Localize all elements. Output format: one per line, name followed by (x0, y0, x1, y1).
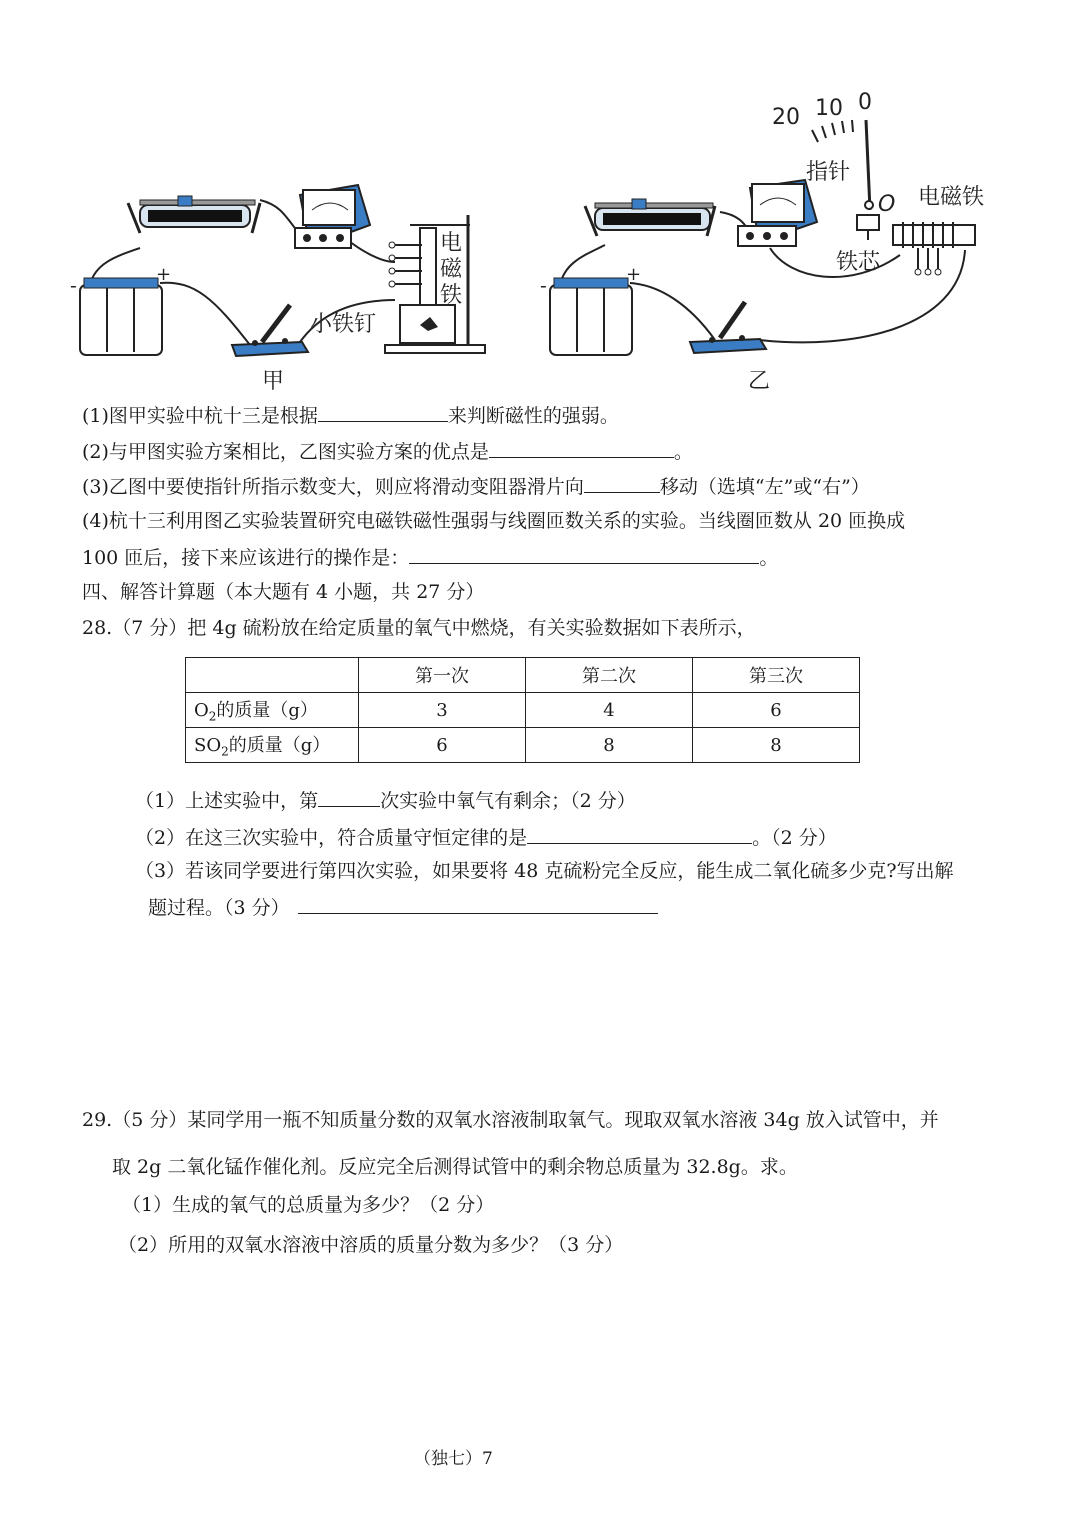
q27-part4-blank[interactable] (409, 545, 759, 564)
table-cell: 4 (526, 693, 693, 728)
table-cell: 6 (693, 693, 860, 728)
annotation-core: 铁芯 (836, 250, 881, 275)
circuit-figures (0, 80, 1080, 390)
svg-text:+: + (626, 264, 642, 285)
table-row (186, 728, 860, 763)
page-footer: （独七）7 (414, 1449, 493, 1469)
q27-part2: (2)与甲图实验方案相比，乙图实验方案的优点是 。 (82, 441, 693, 463)
q28-data-table (185, 657, 860, 763)
q28-part3-line2: 题过程。（3 分） (148, 895, 658, 920)
scale-label-10: 10 (815, 96, 843, 121)
table-header-row (186, 658, 860, 693)
electromagnet-stand-jia (385, 215, 485, 353)
switch-jia (232, 305, 308, 356)
table-cell: 6 (359, 728, 526, 763)
q28-part1: （1）上述实验中，第 次实验中氧气有剩余；（2 分） (135, 790, 636, 812)
q27-part3: (3)乙图中要使指针所指示数变大，则应将滑动变阻器滑片向 移动（选填“左”或“右”） (82, 476, 870, 498)
switch-yi (690, 302, 766, 353)
table-header-cell: 第三次 (693, 658, 860, 693)
figure-yi-label: 乙 (748, 369, 771, 394)
scale-label-20: 20 (772, 105, 800, 130)
q28-part2-blank[interactable] (527, 825, 752, 844)
table-header-cell: 第一次 (359, 658, 526, 693)
q27-part1: (1)图甲实验中杭十三是根据 来判断磁性的强弱。 (82, 405, 619, 427)
q28-part2: （2）在这三次实验中，符合质量守恒定律的是 。（2 分） (135, 827, 837, 849)
q27-part2-blank[interactable] (489, 439, 674, 458)
rheostat-jia (128, 196, 260, 233)
annotation-em-char1: 电 (440, 231, 463, 256)
q28-part3-blank[interactable] (298, 895, 658, 914)
figure-jia-circuit (70, 185, 485, 356)
q27-part4-line1: (4)杭十三利用图乙实验装置研究电磁铁磁性强弱与线圈匝数关系的实验。当线圈匝数从 20 匝换成 (82, 510, 906, 532)
q27-part4-line2: 100 匝后，接下来应该进行的操作是： 。 (82, 547, 779, 569)
q27-part1-blank[interactable] (318, 403, 448, 422)
q28-part3-line1: （3）若该同学要进行第四次实验，如果要将 48 克硫粉完全反应，能生成二氧化硫多少克?写出解 (135, 860, 954, 882)
annotation-pointer: 指针 (806, 160, 851, 185)
table-header-cell (186, 658, 359, 693)
q29-part2: （2）所用的双氧水溶液中溶质的质量分数为多少？（3 分） (118, 1234, 624, 1256)
table-header-cell: 第二次 (526, 658, 693, 693)
section4-heading: 四、解答计算题（本大题有 4 小题，共 27 分） (82, 581, 485, 603)
figure-yi-circuit (540, 120, 975, 355)
q29-intro-line1: 29.（5 分）某同学用一瓶不知质量分数的双氧水溶液制取氧气。现取双氧水溶液 34g 放入试管中，并 (82, 1109, 939, 1131)
battery-jia (80, 278, 162, 355)
svg-text:-: - (70, 273, 77, 297)
scale-label-0: 0 (858, 90, 872, 115)
figure-jia-label: 甲 (262, 369, 285, 394)
table-row-label: $O_2$的质量（g） (186, 693, 359, 728)
svg-text:-: - (540, 273, 547, 297)
svg-text:+: + (156, 264, 172, 285)
table-cell: 3 (359, 693, 526, 728)
annotation-em-char3: 铁 (440, 283, 463, 308)
q28-intro: 28.（7 分）把 4g 硫粉放在给定质量的氧气中燃烧，有关实验数据如下表所示， (82, 617, 756, 639)
battery-yi (550, 278, 632, 355)
q29-part1: （1）生成的氧气的总质量为多少？（2 分） (122, 1194, 495, 1216)
q29-intro-line2: 取 2g 二氧化锰作催化剂。反应完全后测得试管中的剩余物总质量为 32.8g。求。 (112, 1156, 798, 1178)
ammeter-yi (738, 180, 817, 246)
table-row (186, 693, 860, 728)
annotation-em-char2: 磁 (440, 257, 463, 282)
table-row-label: $SO_2$的质量（g） (186, 728, 359, 763)
table-cell: 8 (526, 728, 693, 763)
annotation-nail: 小铁钉 (310, 312, 377, 337)
q27-part3-blank[interactable] (584, 474, 660, 493)
q28-part1-blank[interactable] (318, 788, 380, 807)
rheostat-yi (585, 199, 715, 236)
annotation-pivot: O (878, 192, 896, 217)
ammeter-jia (295, 185, 370, 248)
annotation-electromagnet: 电磁铁 (918, 185, 985, 210)
table-cell: 8 (693, 728, 860, 763)
